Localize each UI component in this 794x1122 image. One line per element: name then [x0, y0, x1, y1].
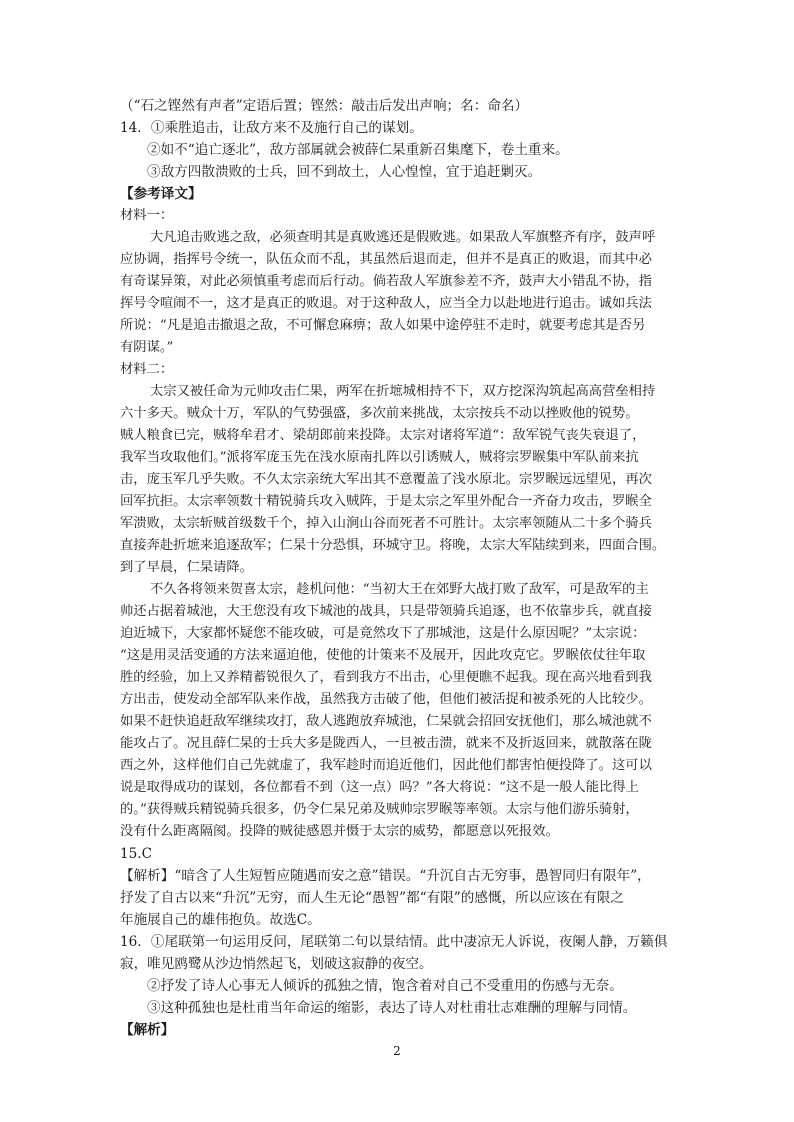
text-line: 西之外，这样他们自己先就虚了，我军趁时而追近他们，因此他们都害怕便投降了。这可以: [120, 758, 652, 773]
text-line: 有阴谋。”: [120, 340, 174, 355]
text-line: 我军当攻取他们。”派将军庞玉先在浅水原南扎阵以引诱贼人，贼将宗罗睺集中军队前来抗: [120, 450, 639, 465]
text-line: 军溃败，太宗斩贼首级数千个，掉入山涧山谷而死者不可胜计。太宗率领随从二十多个骑兵: [120, 516, 652, 531]
text-line: 如果不赶快追赶敌军继续攻打，敌人逃跑放弃城池，仁杲就会招回安抚他们，那么城池就不: [120, 714, 652, 729]
text-line: 没有什么距离隔阂。投降的贼徒感恩并慑于太宗的威势，都愿意以死报效。: [120, 824, 559, 839]
answer-14-item-2: ②如不“追亡逐北”，敌方部属就会被薛仁杲重新召集麾下，卷土重来。: [147, 142, 569, 158]
text-line: 到了早晨，仁杲请降。: [120, 560, 253, 575]
text-line: 能攻占了。况且薛仁杲的士兵大多是陇西人，一旦被击溃，就来不及折返回来，就散落在陇: [120, 736, 652, 751]
text-line: 不久各将领来贺喜太宗，趁机问他：“当初大王在郊野大战打败了敌军，可是敌军的主: [150, 582, 649, 597]
text-line: 帅还占据着城池，大王您没有攻下城池的战具，只是带领骑兵追逐，也不依靠步兵，就直接: [120, 604, 652, 619]
text-line: 迫近城下，大家都怀疑您不能攻破，可是竟然攻下了那城池，这是什么原因呢？”太宗说：: [120, 626, 646, 641]
text-line: 说是取得成功的谋划，各位都看不到（这一点）吗？”各大将说：“这不是一般人能比得上: [120, 780, 639, 795]
text-line: 方出击，使发动全部军队来作战，虽然我方击破了他，但他们被活捉和被杀死的人比较少。: [120, 692, 652, 707]
analysis-15-line: 【解析】“暗含了人生短暂应随遇而安之意”错误。“升沉自古无穷事，愚智同归有限年”，: [120, 868, 651, 884]
text-line: 胜的经验，加上又养精蓄锐很久了，看到我方不出击，心里便瞧不起我。现在高兴地看到我: [120, 670, 652, 685]
page-number: 2: [393, 1044, 401, 1058]
text-line: 所说：“凡是追击撤退之敌，不可懈怠麻痹；敌人如果中途停驻不走时，就要考虑其是否另: [120, 318, 646, 333]
text-line: 的。”获得贼兵精锐骑兵很多，仍令仁杲兄弟及贼帅宗罗睺等率领。太宗与他们游乐骑射，: [120, 802, 639, 817]
analysis-15-line: 年施展自己的雄伟抱负。故选C。: [120, 912, 321, 928]
text-line: 挥号令喧闹不一，这才是真正的败退。对于这种敌人，应当全力以赴地进行追击。诚如兵法: [120, 296, 652, 311]
text-line: 回军抗拒。太宗率领数十精锐骑兵攻入贼阵，于是太宗之军里外配合一齐奋力攻击，罗睺全: [120, 494, 652, 509]
material-one-heading: 材料一：: [120, 208, 174, 223]
answer-14-item-1: 14．①乘胜追击，让敌方来不及施行自己的谋划。: [120, 120, 423, 136]
analysis-15-line: 抒发了自古以来“升沉”无穷，而人生无论“愚智”都“有限”的感慨，所以应该在有限之: [120, 890, 624, 906]
answer-16-item-3: ③这种孤独也是杜甫当年命运的缩影，表达了诗人对杜甫壮志难酬的理解与同情。: [147, 1000, 637, 1016]
text-line: 六十多天。贼众十万，军队的气势强盛，多次前来挑战，太宗按兵不动以挫败他的锐势。: [120, 406, 639, 421]
answer-14-item-3: ③敌方四散溃败的士兵，回不到故土，人心惶惶，宜于追赶剿灭。: [147, 164, 542, 180]
text-line: 贼人粮食已完，贼将牟君才、梁胡郎前来投降。太宗对诸将军道“：敌军锐气丧失衰退了，: [120, 428, 646, 443]
answer-15: 15.C: [120, 846, 153, 862]
text-line: 击，庞玉军几乎失败。不久太宗亲统大军出其不意覆盖了浅水原北。宗罗睺远远望见，再次: [120, 472, 652, 487]
section-heading-translation: 【参考译文】: [120, 186, 202, 202]
text-line: 应协调，指挥号令统一，队伍众而不乱，其虽然后退而走，但并不是真正的败退，而其中必: [120, 252, 652, 267]
analysis-16-heading: 【解析】: [120, 1022, 175, 1038]
material-two-heading: 材料二：: [120, 362, 174, 377]
answer-16-item-1: 16．①尾联第一句运用反问，尾联第二句以景结情。此中凄凉无人诉说，夜阑人静，万籁俱: [120, 934, 668, 950]
text-line: （“石之铿然有声者”定语后置；铿然：敲击后发出声响；名：命名）: [120, 98, 529, 114]
text-line: 直接奔赴折墌来追逐敌军；仁杲十分恐惧，环城守卫。将晚，太宗大军陆续到来，四面合围。: [120, 538, 666, 553]
text-line: 大凡追击败逃之敌，必须查明其是真败逃还是假败逃。如果敌人军旗整齐有序，鼓声呼: [150, 230, 656, 245]
text-line: “这是用灵活变通的方法来逼迫他，使他的计策来不及展开，因此攻克它。罗睺依仗往年取: [120, 648, 646, 663]
answer-16-item-2: ②抒发了诗人心事无人倾诉的孤独之情，饱含着对自己不受重用的伤感与无奈。: [147, 978, 623, 994]
text-line: 有奇谋异策，对此必须慎重考虑而后行动。倘若敌人军旗参差不齐，鼓声大小错乱不协，指: [120, 274, 652, 289]
answer-16-item-1-cont: 寂，唯见鸥鹭从沙边悄然起飞，划破这寂静的夜空。: [120, 956, 433, 972]
text-line: 太宗又被任命为元帅攻击仁果，两军在折墌城相持不下，双方挖深沟筑起高高营垒相持: [150, 384, 656, 399]
